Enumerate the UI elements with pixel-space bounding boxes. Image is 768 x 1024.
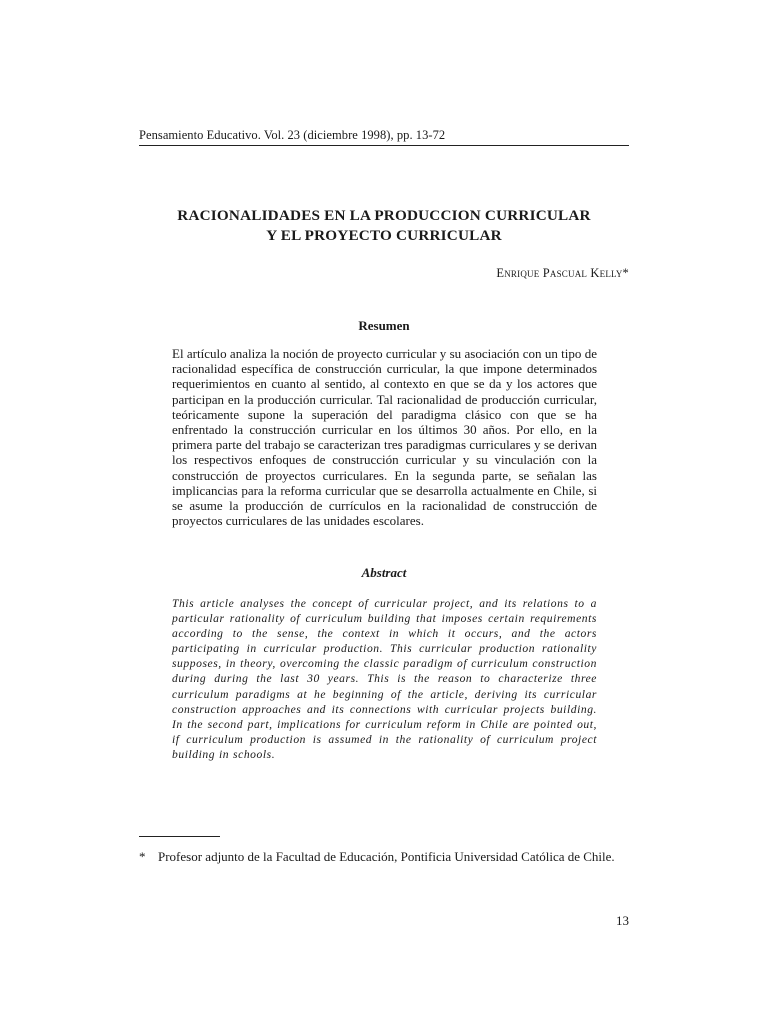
article-title-line-1: RACIONALIDADES EN LA PRODUCCION CURRICULAR bbox=[177, 207, 591, 224]
footnote-text: Profesor adjunto de la Facultad de Educación, Pontificia Universidad Católica de Chile. bbox=[158, 849, 615, 864]
footnote-rule bbox=[139, 836, 220, 837]
abstract-text: This article analyses the concept of curricular project, and its relations to a particular rationality of curriculum building that imposes certain requirements according to the sense, the context in which it occurs, and the actors participating in curricular production. This curricular production rationality supposes, in theory, overcoming the classic paradigm of curriculum construction during during the last 30 years. This is the reason to characterize three curriculum paradigms at he beginning of the article, deriving its curricular construction approaches and its connections with curricular projects building. In the second part, implications for curriculum reform in Chile are pointed out, if curriculum production is assumed in the rationality of curriculum project building in schools. bbox=[172, 597, 597, 761]
page-number: 13 bbox=[616, 913, 629, 928]
header-rule bbox=[139, 145, 629, 146]
footnote-mark: * bbox=[139, 849, 146, 864]
footnote bbox=[139, 848, 629, 865]
article-title-line-2: Y EL PROYECTO CURRICULAR bbox=[266, 227, 502, 244]
author-name: Enrique Pascual Kelly* bbox=[496, 266, 629, 280]
abstract-heading: Abstract bbox=[361, 565, 407, 580]
article-title bbox=[139, 206, 629, 246]
running-head: Pensamiento Educativo. Vol. 23 (diciembre 1998), pp. 13-72 bbox=[139, 128, 446, 142]
resumen-text: El artículo analiza la noción de proyecto curricular y su asociación con un tipo de racionalidad específica de construcción curricular, la que impone determinados requerimientos en cuanto al sentido, al contexto en que se da y los actores que participan en la producción curricular. Tal racionalidad de producción curricular, teóricamente supone la superación del paradigma clásico con que se ha enfrentado la construcción curricular en los últimos 30 años. Por ello, en la primera parte del trabajo se caracterizan tres paradigmas curriculares y se derivan los respectivos enfoques de construcción curricular y su vinculación con la construcción de proyectos curriculares. En la segunda parte, se señalan las implicancias para la reforma curricular que se desarrolla actualmente en Chile, si se asume la producción de currículos en la racionalidad de construcción de proyectos curriculares de las unidades escolares. bbox=[172, 346, 597, 529]
resumen-heading: Resumen bbox=[358, 318, 410, 333]
